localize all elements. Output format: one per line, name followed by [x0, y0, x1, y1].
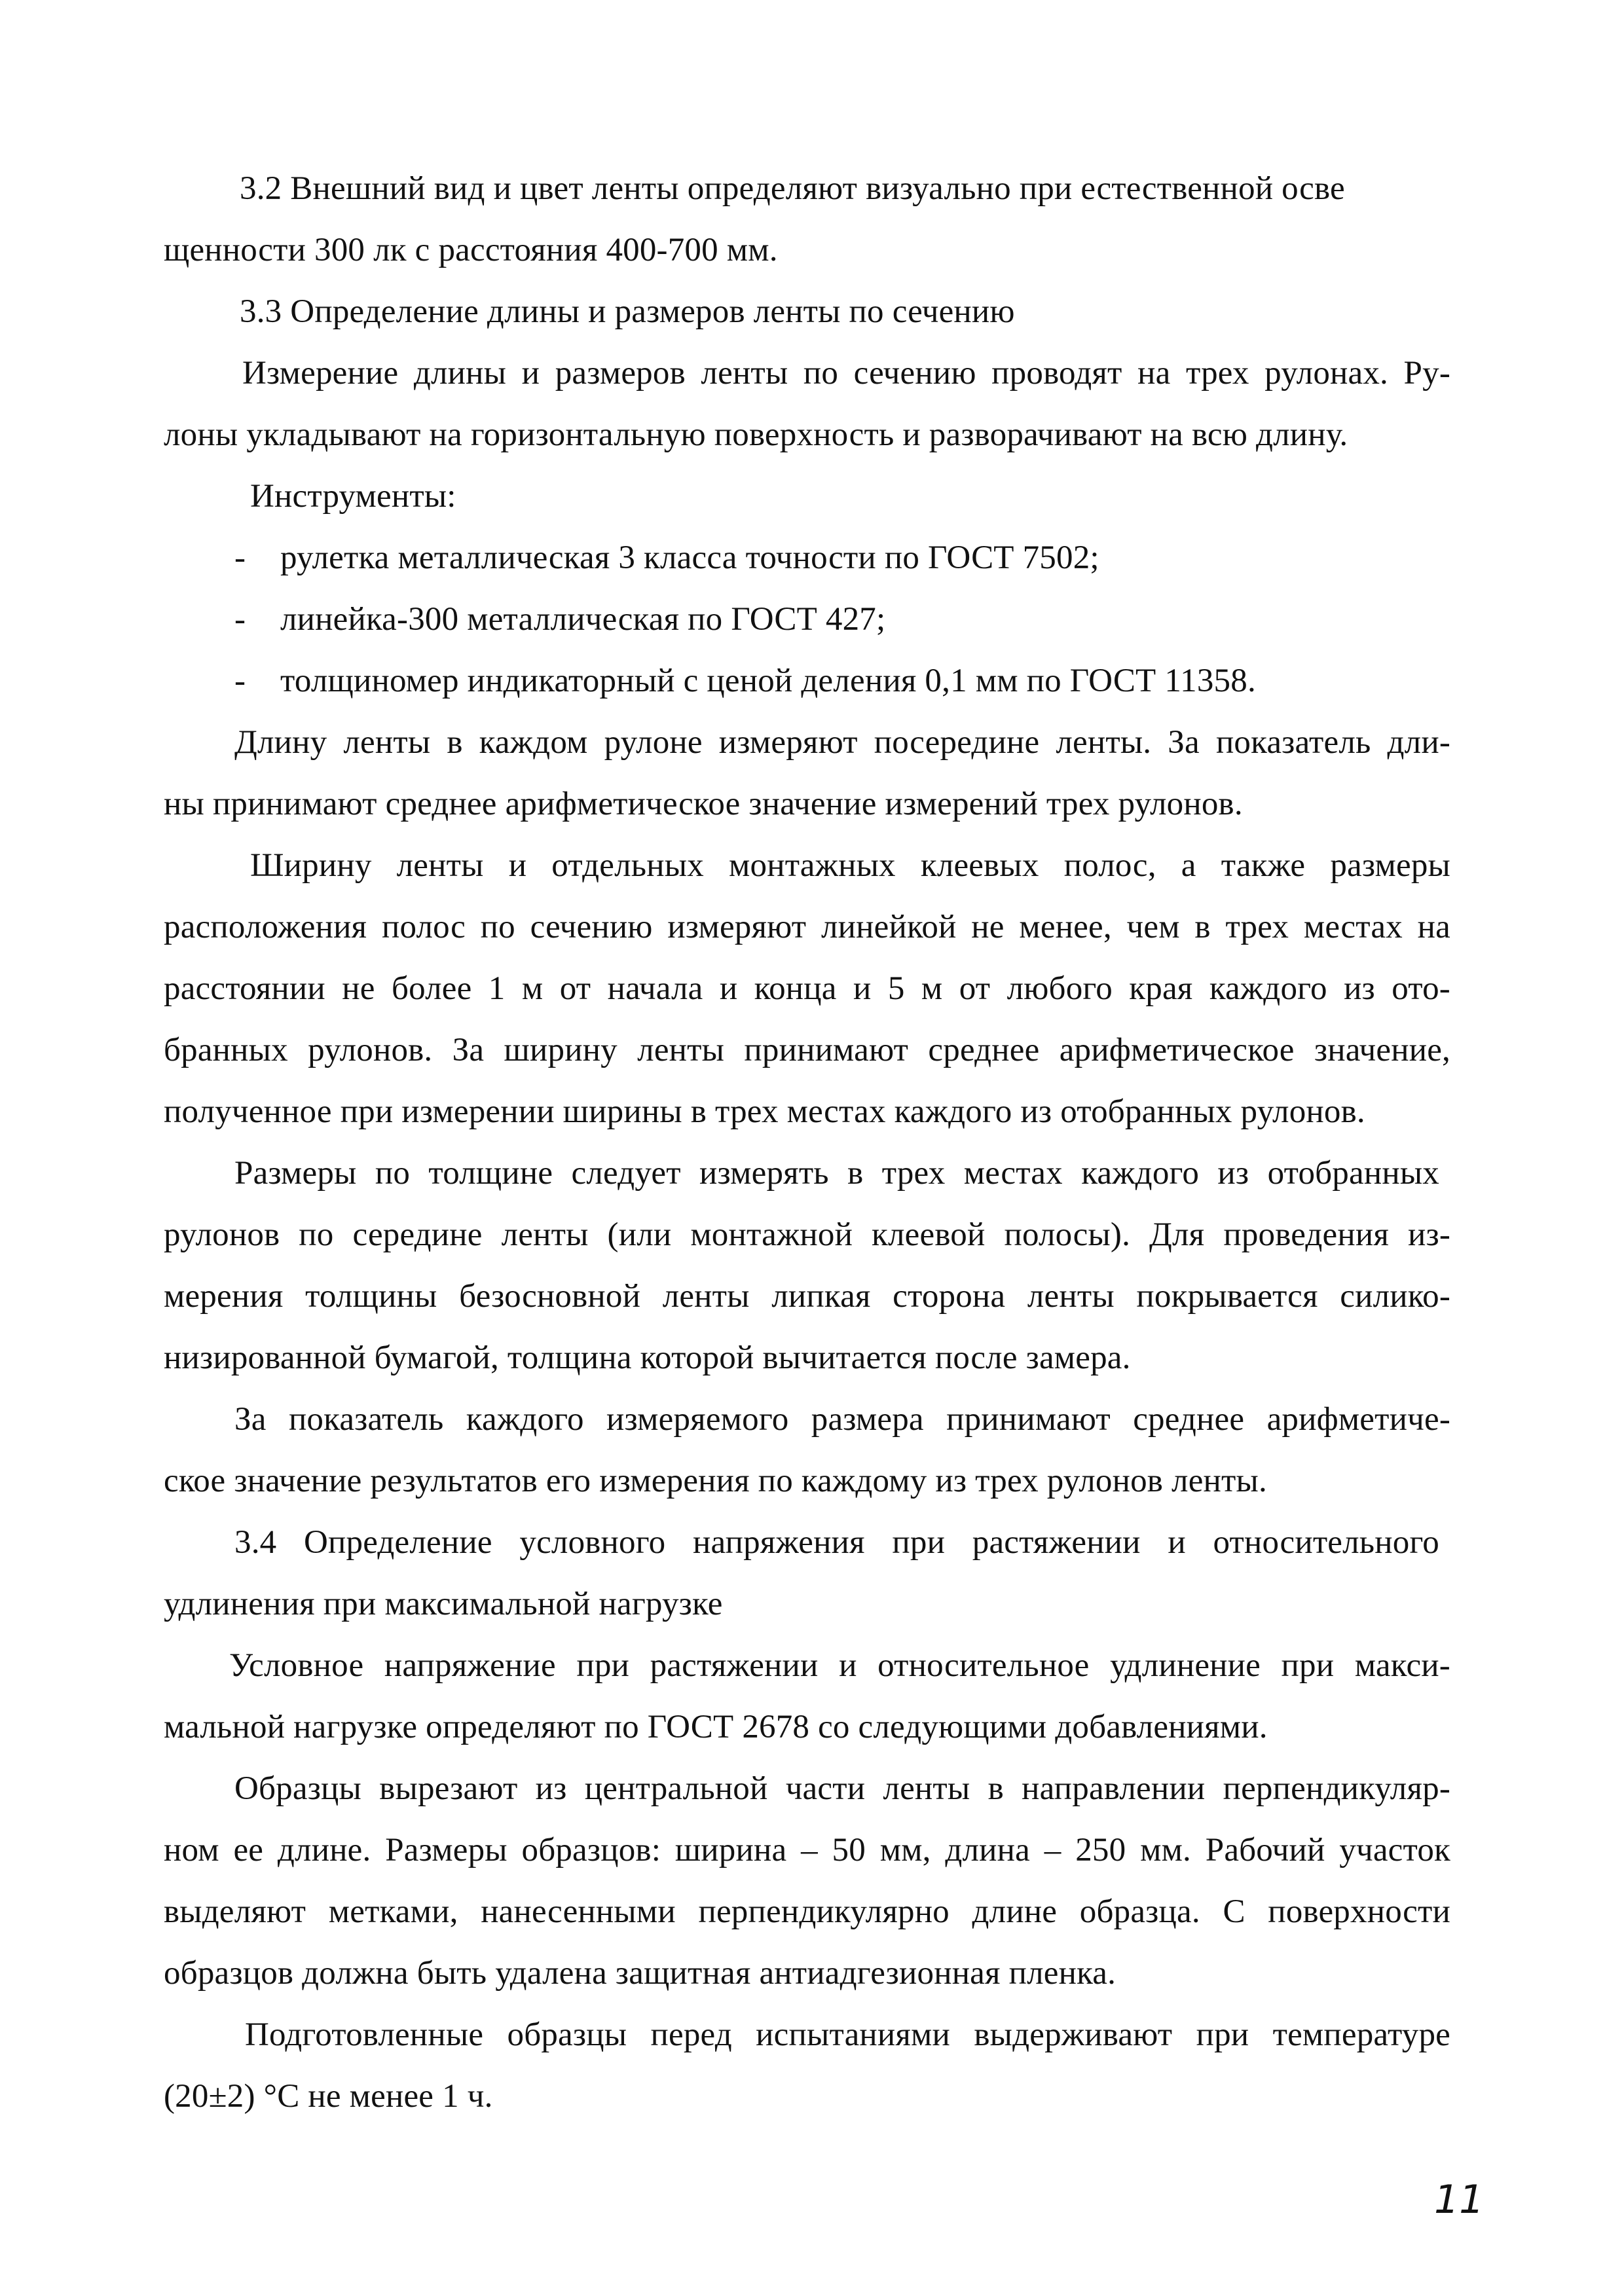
text-line: мальной нагрузке определяют по ГОСТ 2678 со следующими добавлениями.	[164, 1709, 1268, 1745]
text-line: ское значение результатов его измерения по каждому из трех рулонов ленты.	[164, 1463, 1267, 1499]
text-line: Длину ленты в каждом рулоне измеряют посередине ленты. За показатель дли-	[234, 724, 1450, 761]
text-line: ны принимают среднее арифметическое значение измерений трех рулонов.	[164, 786, 1243, 822]
page-number: 11	[1434, 2177, 1485, 2223]
text-line: (20±2) °С не менее 1 ч.	[164, 2078, 493, 2115]
text-line: рулонов по середине ленты (или монтажной клеевой полосы). Для проведения из-	[164, 1216, 1450, 1253]
text-line: Инструменты:	[250, 478, 456, 515]
text-line: низированной бумагой, толщина которой вычитается после замера.	[164, 1339, 1131, 1376]
section-heading: 3.3 Определение длины и размеров ленты по сечению	[240, 293, 1015, 330]
text-line: образцов должна быть удалена защитная антиадгезионная пленка.	[164, 1955, 1116, 1992]
text-line: Ширину ленты и отдельных монтажных клеевых полос, а также размеры	[250, 847, 1450, 884]
text-line: Подготовленные образцы перед испытаниями выдерживают при температуре	[245, 2016, 1450, 2053]
list-bullet: -	[234, 663, 246, 699]
text-line: расположения полос по сечению измеряют линейкой не менее, чем в трех местах на	[164, 909, 1450, 945]
text-line: 3.2 Внешний вид и цвет ленты определяют визуально при естественной осве	[240, 170, 1345, 207]
list-bullet: -	[234, 539, 246, 576]
text-line: мерения толщины безосновной ленты липкая сторона ленты покрывается силико-	[164, 1278, 1450, 1315]
list-item: толщиномер индикаторный с ценой деления 0,1 мм по ГОСТ 11358.	[280, 663, 1256, 699]
text-line: Измерение длины и размеров ленты по сечению проводят на трех рулонах. Ру-	[242, 355, 1450, 392]
section-heading: удлинения при максимальной нагрузке	[164, 1586, 723, 1622]
text-line: бранных рулонов. За ширину ленты принимают среднее арифметическое значение,	[164, 1032, 1450, 1068]
text-line: За показатель каждого измеряемого размера принимают среднее арифметиче-	[234, 1401, 1450, 1438]
text-line: лоны укладывают на горизонтальную поверхность и разворачивают на всю длину.	[164, 416, 1348, 453]
text-line: выделяют метками, нанесенными перпендикулярно длине образца. С поверхности	[164, 1893, 1450, 1930]
section-heading: 3.4 Определение условного напряжения при растяжении и относительного	[234, 1524, 1439, 1561]
list-item: линейка-300 металлическая по ГОСТ 427;	[280, 601, 886, 638]
list-item: рулетка металлическая 3 класса точности по ГОСТ 7502;	[280, 539, 1099, 576]
text-line: Образцы вырезают из центральной части ленты в направлении перпендикуляр-	[234, 1770, 1450, 1807]
text-line: полученное при измерении ширины в трех местах каждого из отобранных рулонов.	[164, 1093, 1365, 1130]
text-line: щенности 300 лк с расстояния 400-700 мм.	[164, 232, 778, 268]
text-line: расстоянии не более 1 м от начала и конца и 5 м от любого края каждого из ото-	[164, 970, 1450, 1007]
text-line: ном ее длине. Размеры образцов: ширина – 50 мм, длина – 250 мм. Рабочий участок	[164, 1832, 1450, 1868]
text-line: Размеры по толщине следует измерять в трех местах каждого из отобранных	[234, 1155, 1439, 1192]
text-line: Условное напряжение при растяжении и относительное удлинение при макси-	[229, 1647, 1450, 1684]
list-bullet: -	[234, 601, 246, 638]
